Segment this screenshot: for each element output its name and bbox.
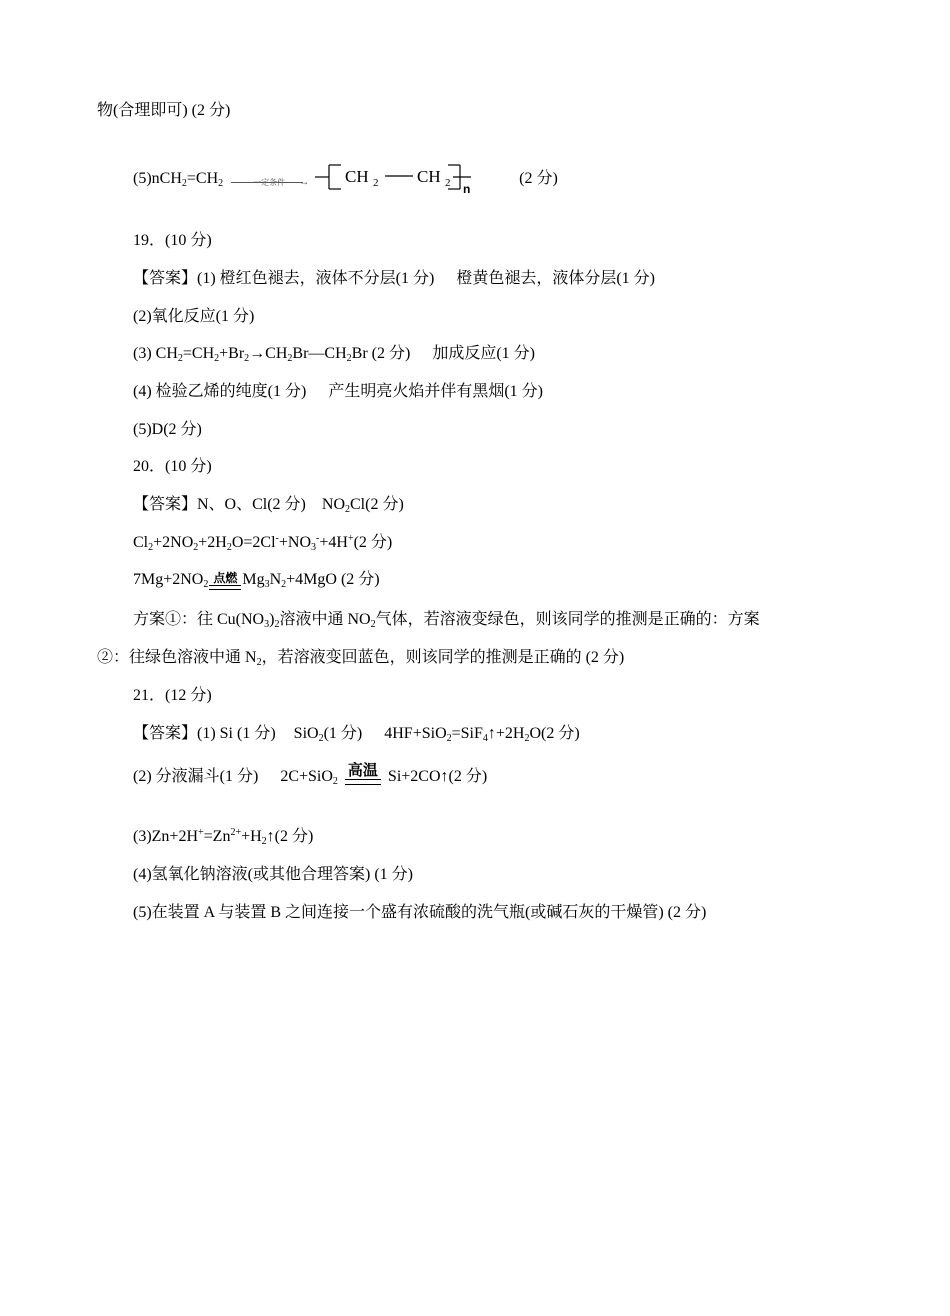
polymer-degree: n [463,182,471,196]
reaction-condition: 点燃 [213,570,238,585]
q19-answer-5: (5)D(2 分) [133,421,202,438]
q21-answer-4: (4)氢氧化钠溶液(或其他合理答案) (1 分) [133,866,413,883]
q19-answer-1a: 【答案】(1) 橙红色褪去，液体不分层(1 分) [133,270,435,287]
polymer-sub-left: 2 [373,177,379,189]
polyethylene-structure [315,162,515,196]
q21-answer-3: $(3)Zn+2H^+=Zn^{2+}+H_2↑(2$ 分) [133,827,314,847]
q21-answer-5: (5)在装置 A 与装置 B 之间连接一个盛有浓硫酸的洗气瓶(或碱石灰的干燥管) (2 分) [133,904,707,921]
score: (2 分) [519,169,558,187]
q20-answer-1: 【答案】N、O、Cl(2 分) $NO_2Cl(2$ 分) [133,496,404,515]
q21-answer-2: (2) 分液漏斗(1 分) 2C+SiO$_2$ 高温 Si+2CO↑(2 分) [133,761,488,787]
polymer-sub-right: 2 [445,177,451,189]
q20-equation-1: $Cl_2+2NO_2+2H_2O=2Cl^-+NO_3^-+4H^+(2$ 分) [133,533,393,553]
q20-plan-line-2: ②：往绿色溶液中通 $N_2$，若溶液变回蓝色，则该同学的推测是正确的 (2 分) [97,649,625,668]
question-20-header: 20．(10 分) [133,458,212,475]
q19-answer-1 [133,269,655,289]
reaction-condition [229,168,309,198]
polymer-ch2-right: CH [417,167,441,186]
q19-answer-2: (2)氧化反应(1 分) [133,308,255,325]
question-19-header: 19．(10 分) [133,232,212,249]
reaction-condition: 高温 [347,761,378,780]
q20-equation-2: $7Mg+2NO_2$ 点燃 $Mg_3N_2+4MgO$ (2 分) [133,570,380,590]
question-21-header: 21．(12 分) [133,687,212,704]
reaction-arrow: → [229,169,309,189]
q19-answer-4 [133,382,543,402]
polymer-ch2-left: CH [345,167,369,186]
answer-line-fragment: 物(合理即可) (2 分) [97,102,231,119]
q20-plan-line-1: 方案①：往 $Cu(NO_3)_2$溶液中通 $NO_2$气体，若溶液变绿色，则该同学的推测是正确的：方案 [133,611,760,630]
reaction-equals-gaowen [345,761,381,785]
reaction-equals-dianran [209,571,241,590]
q19-answer-1b: 橙黄色褪去，液体分层(1 分) [456,270,655,287]
polymerization-equation: $(5)nCH_2=CH_2$ → CH 2 CH 2 n (2 分) [133,162,558,192]
q20-elements: 【答案】N、O、Cl(2 分) [133,496,306,513]
q19-answer-4a: (4) 检验乙烯的纯度(1 分) [133,383,307,400]
q21-answer-1: 【答案】(1) Si (1 分) SiO$_2$(1 分) $4HF+SiO_2=SiF_4↑+2H_2O(2$ 分) [133,725,580,744]
q21-answer-1a: 【答案】(1) Si (1 分) [133,725,276,742]
q19-answer-4b: 产生明亮火焰并伴有黑烟(1 分) [328,383,543,400]
q19-answer-3: (3) $CH_2=CH_2+Br_2\to CH_2Br—CH_2Br$ (2 分) 加成反应(1 分) [133,345,535,364]
